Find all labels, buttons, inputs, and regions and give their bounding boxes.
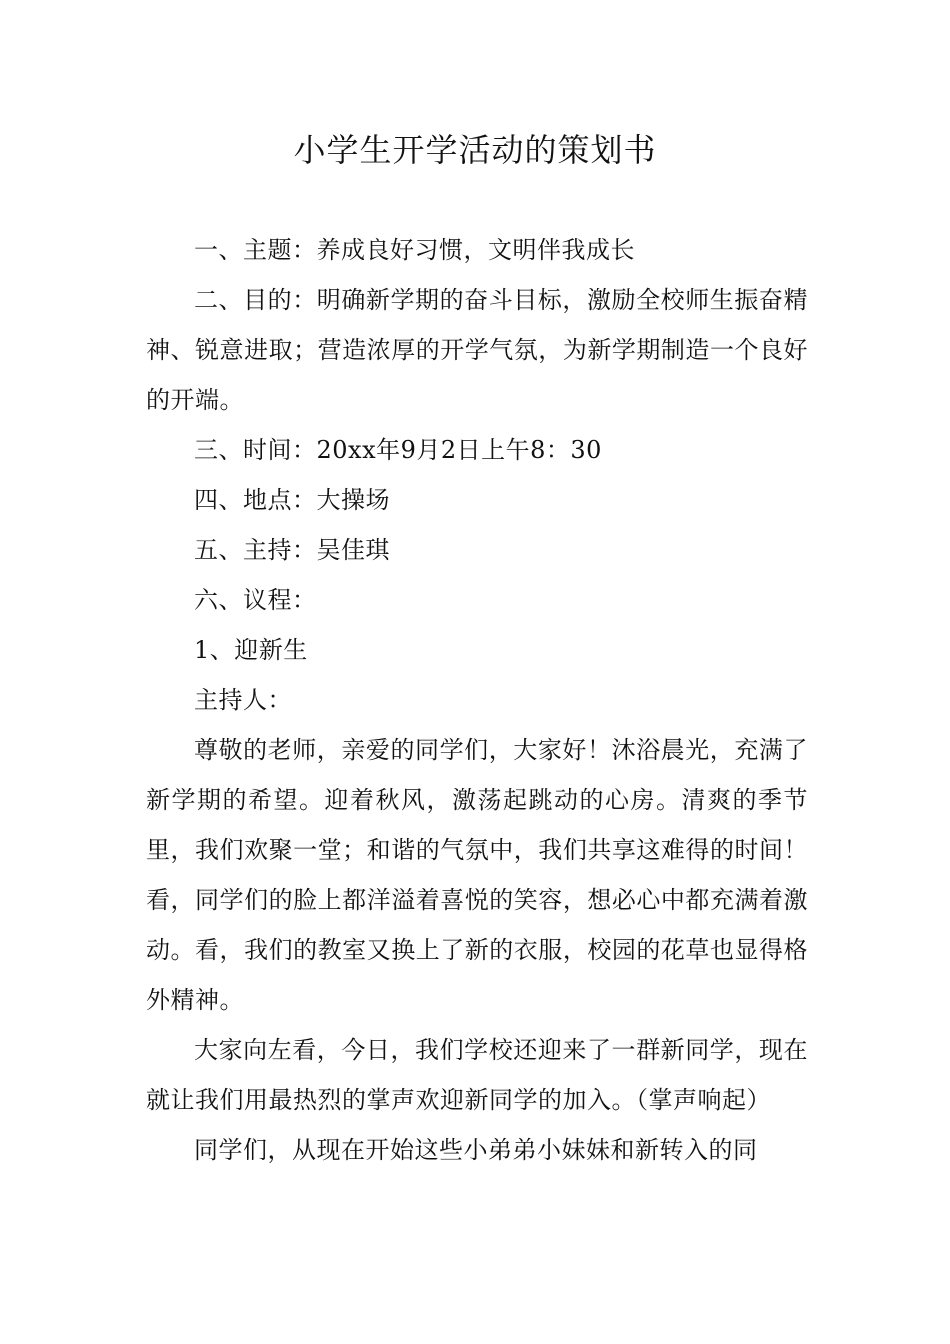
paragraph-speech-1: 尊敬的老师，亲爱的同学们，大家好！沐浴晨光，充满了新学期的希望。迎着秋风，激荡起跳动的心房。清爽的季节里，我们欢聚一堂；和谐的气氛中，我们共享这难得的时间！看，同学们的脸上都洋溢着喜悦的笑容，想必心中都充满着激动。看，我们的教室又换上了新的衣服，校园的花草也显得格外精神。 [146,736,808,1014]
document-body [146,225,808,1175]
paragraph-speech-2: 大家向左看，今日，我们学校还迎来了一群新同学，现在就让我们用最热烈的掌声欢迎新同学的加入。（掌声响起） [146,1036,808,1114]
paragraph-speech-3: 同学们，从现在开始这些小弟弟小妹妹和新转入的同 [194,1136,758,1164]
paragraph-time: 三、时间：20xx年9月2日上午8：30 [194,436,602,464]
paragraph-location: 四、地点：大操场 [194,486,390,514]
paragraph-purpose: 二、目的：明确新学期的奋斗目标，激励全校师生振奋精神、锐意进取；营造浓厚的开学气氛，为新学期制造一个良好的开端。 [146,286,808,414]
paragraph-agenda: 六、议程： [194,586,317,614]
paragraph-agenda-item-1: 1、迎新生 [194,636,308,664]
paragraph-host: 五、主持：吴佳琪 [194,536,390,564]
paragraph-theme: 一、主题：养成良好习惯，文明伴我成长 [194,236,635,264]
document-title: 小学生开学活动的策划书 [293,131,657,169]
paragraph-host-label: 主持人： [194,686,292,714]
